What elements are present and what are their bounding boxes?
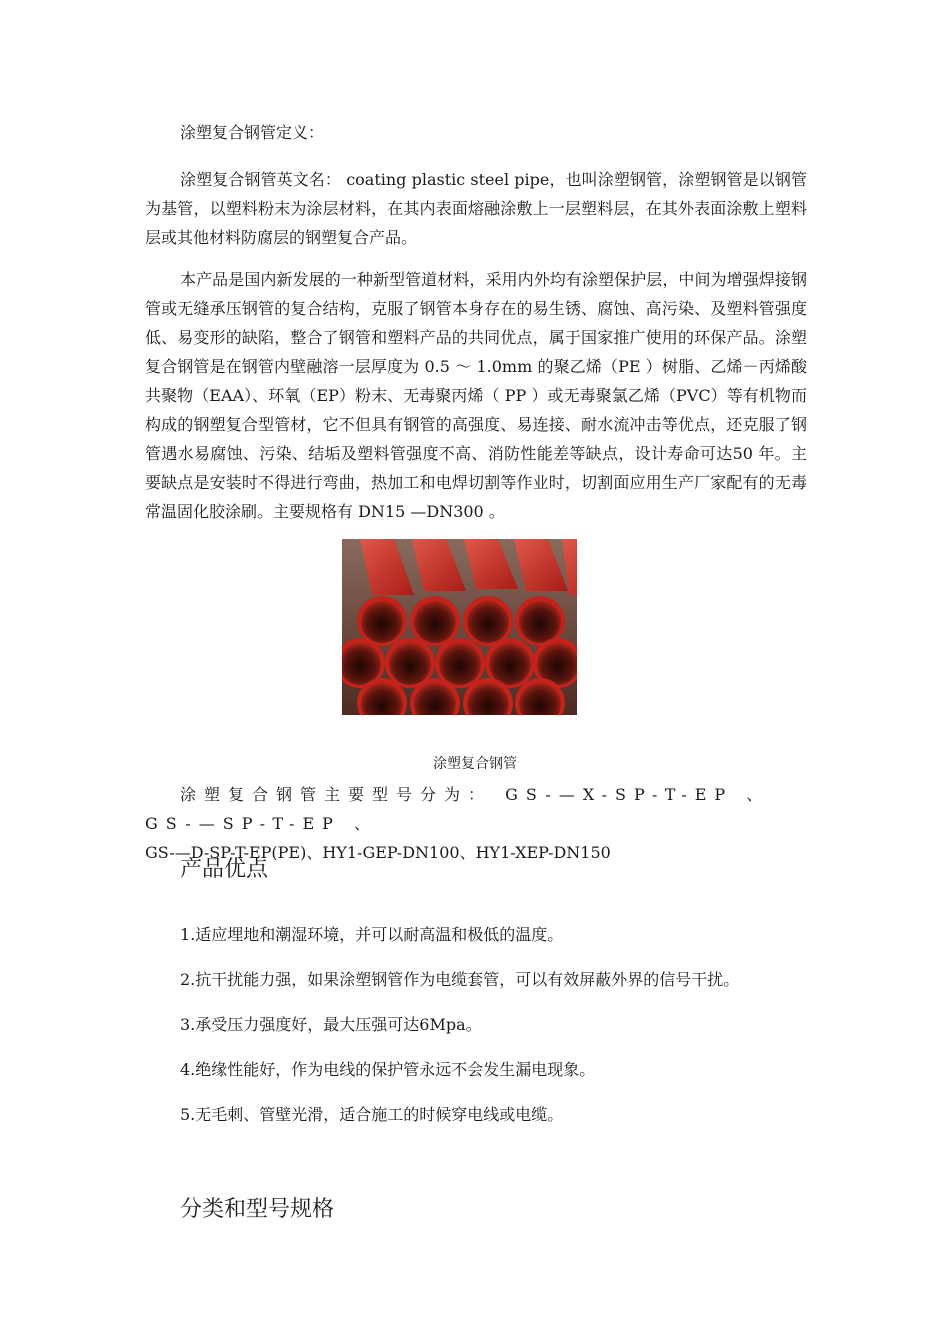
pipe-bore: [361, 601, 403, 643]
coated-steel-pipes-photo: [342, 539, 577, 715]
advantage-item: 3.承受压力强度好，最大压强可达6Mpa。: [180, 1015, 482, 1034]
advantage-item: 2.抗干扰能力强，如果涂塑钢管作为电缆套管，可以有效屏蔽外界的信号干扰。: [180, 970, 740, 989]
models-line-1: 涂塑复合钢管主要型号分为： GS-—X-SP-T-EP 、 GS-—SP-T-EP 、: [145, 785, 771, 833]
pipes-illustration: [342, 539, 577, 715]
pipe-bore: [467, 601, 509, 643]
pipe-bore: [519, 601, 561, 643]
english-name-paragraph: 涂塑复合钢管英文名： coating plastic steel pipe，也叫涂塑钢管，涂塑钢管是以钢管为基管，以塑料粉末为涂层材料，在其内表面熔融涂敷上一层塑料层，在其外表面涂敷上塑料层或其他材料防腐层的钢塑复合产品。: [145, 170, 807, 247]
models-line-2: GS-—D-SP-T-EP(PE)、HY1-GEP-DN100、HY1-XEP-DN150: [145, 843, 611, 862]
pipe-bore: [414, 601, 456, 643]
product-description-paragraph: 本产品是国内新发展的一种新型管道材料，采用内外均有涂塑保护层，中间为增强焊接钢管或无缝承压钢管的复合结构，克服了钢管本身存在的易生锈、腐蚀、高污染、及塑料管强度低、易变形的缺陷，整合了钢管和塑料产品的共同优点，属于国家推广使用的环保产品。涂塑复合钢管是在钢管内壁融溶一层厚度为 0.5 ～ 1.0mm 的聚乙烯（PE ）树脂、乙烯－丙烯酸共聚物（EAA）、环氧（EP）粉末、无毒聚丙烯（ PP ）或无毒聚氯乙烯（PVC）等有机物而构成的钢塑复合型管材，它不但具有钢管的高强度、易连接、耐水流冲击等优点，还克服了钢管遇水易腐蚀、污染、结垢及塑料管强度不高、消防性能差等缺点，设计寿命可达50 年。主要缺点是安装时不得进行弯曲，热加工和电焊切割等作业时，切割面应用生产厂家配有的无毒常温固化胶涂刷。主要规格有 DN15 —DN300 。: [145, 270, 807, 521]
figure-caption: 涂塑复合钢管: [433, 756, 517, 772]
advantage-item: 5.无毛刺、管壁光滑，适合施工的时候穿电线或电缆。: [180, 1105, 564, 1124]
pipe-bore: [389, 643, 431, 685]
advantage-item: 1.适应埋地和潮湿环境，并可以耐高温和极低的温度。: [180, 925, 564, 944]
models-paragraph: [145, 780, 807, 867]
classification-heading: 分类和型号规格: [180, 1197, 335, 1222]
advantage-item: 4.绝缘性能好，作为电线的保护管永远不会发生漏电现象。: [180, 1060, 596, 1079]
pipe-bore: [439, 643, 481, 685]
pipe-bore: [489, 643, 531, 685]
advantages-heading: 产品优点: [180, 857, 269, 882]
definition-heading: 涂塑复合钢管定义：: [180, 123, 325, 142]
